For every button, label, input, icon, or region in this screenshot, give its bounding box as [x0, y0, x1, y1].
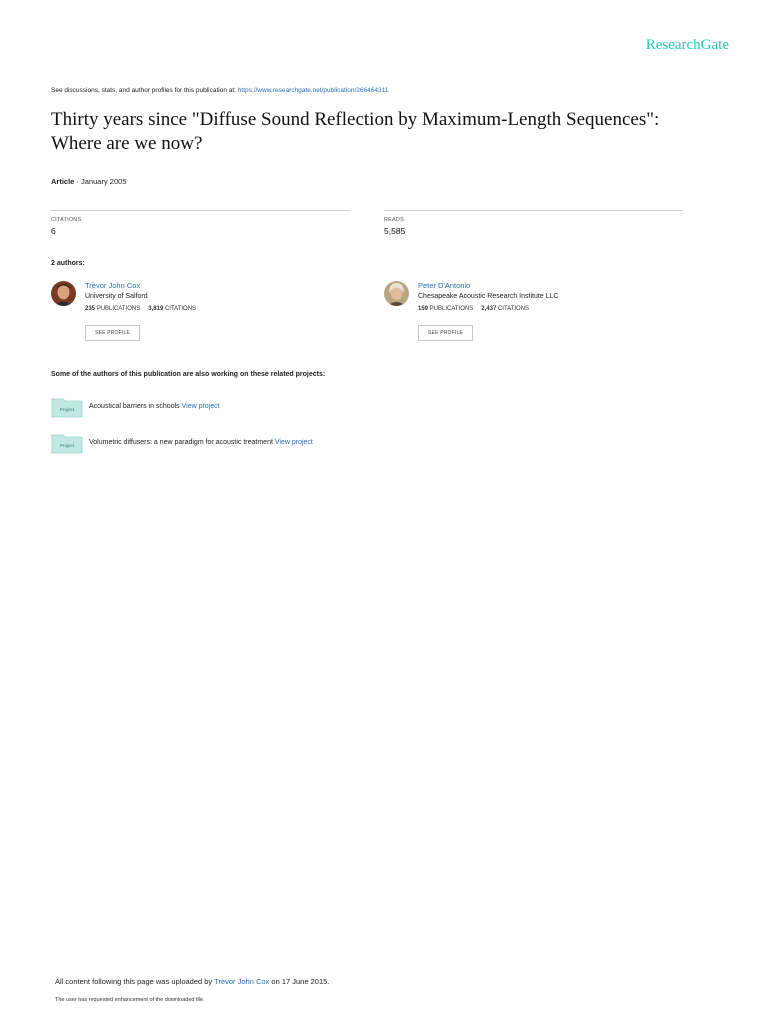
- folder-label: Project: [59, 443, 75, 448]
- discussion-line: [51, 87, 388, 94]
- reads-label: READS: [384, 217, 404, 223]
- author-details: [85, 281, 197, 336]
- avatar[interactable]: [51, 281, 76, 306]
- author-stats: [418, 306, 558, 312]
- citations-value: 6: [51, 226, 56, 236]
- author-name-link[interactable]: Trevor John Cox: [85, 281, 141, 290]
- view-project-link[interactable]: View project: [274, 439, 313, 446]
- publications-count: 235: [85, 306, 96, 312]
- author-details: [418, 281, 559, 336]
- citations-count: 2,437: [481, 306, 497, 312]
- publication-url-link[interactable]: https://www.researchgate.net/publication/266464311: [237, 87, 389, 94]
- upload-prefix: All content following this page was uploaded by: [55, 977, 215, 986]
- citations-label: CITATIONS: [164, 306, 197, 312]
- project-name: Acoustical barriers in schools: [89, 403, 182, 410]
- citations-label: CITATIONS: [497, 306, 530, 312]
- article-date: · January 2005: [74, 177, 127, 186]
- page-title: Thirty years since "Diffuse Sound Reflection by Maximum-Length Sequences": Where are we now?: [51, 109, 660, 154]
- folder-icon: [51, 432, 83, 454]
- author-institution: Chesapeake Acoustic Research Institute LLC: [418, 293, 559, 300]
- upload-suffix: on 17 June 2015.: [269, 977, 330, 986]
- researchgate-logo[interactable]: ResearchGate: [645, 37, 729, 53]
- upload-note: [55, 977, 329, 986]
- publications-label: PUBLICATIONS: [96, 306, 141, 312]
- reads-value: 5,585: [384, 226, 406, 236]
- authors-heading: 2 authors:: [51, 260, 85, 267]
- folder-icon: [51, 396, 83, 418]
- citations-label: CITATIONS: [51, 217, 82, 223]
- project-name: Volumetric diffusers: a new paradigm for acoustic treatment: [89, 439, 275, 446]
- author-name-link[interactable]: Peter D'Antonio: [418, 281, 471, 290]
- publications-label: PUBLICATIONS: [429, 306, 474, 312]
- uploader-link[interactable]: Trevor John Cox: [214, 977, 270, 986]
- citations-stat: [51, 210, 350, 236]
- discussion-text: See discussions, stats, and author profiles for this publication at:: [51, 87, 238, 94]
- article-type: Article: [51, 177, 75, 186]
- projects-heading: Some of the authors of this publication are also working on these related projects:: [51, 371, 326, 378]
- see-profile-button[interactable]: SEE PROFILE: [85, 325, 140, 341]
- reads-stat: [384, 210, 683, 236]
- publications-count: 159: [418, 306, 429, 312]
- citations-count: 3,819: [148, 306, 164, 312]
- folder-label: Project: [59, 407, 75, 412]
- author-institution: University of Salford: [85, 293, 148, 300]
- project-item: [51, 432, 451, 456]
- avatar[interactable]: [384, 281, 409, 306]
- project-item: [51, 396, 451, 420]
- see-profile-button[interactable]: SEE PROFILE: [418, 325, 473, 341]
- author-stats: [85, 306, 196, 312]
- view-project-link[interactable]: View project: [181, 403, 220, 410]
- project-text: [89, 403, 220, 410]
- article-meta: [51, 177, 126, 186]
- project-text: [89, 439, 313, 446]
- enhancement-note: The user has requested enhancement of the downloaded file.: [55, 997, 205, 1003]
